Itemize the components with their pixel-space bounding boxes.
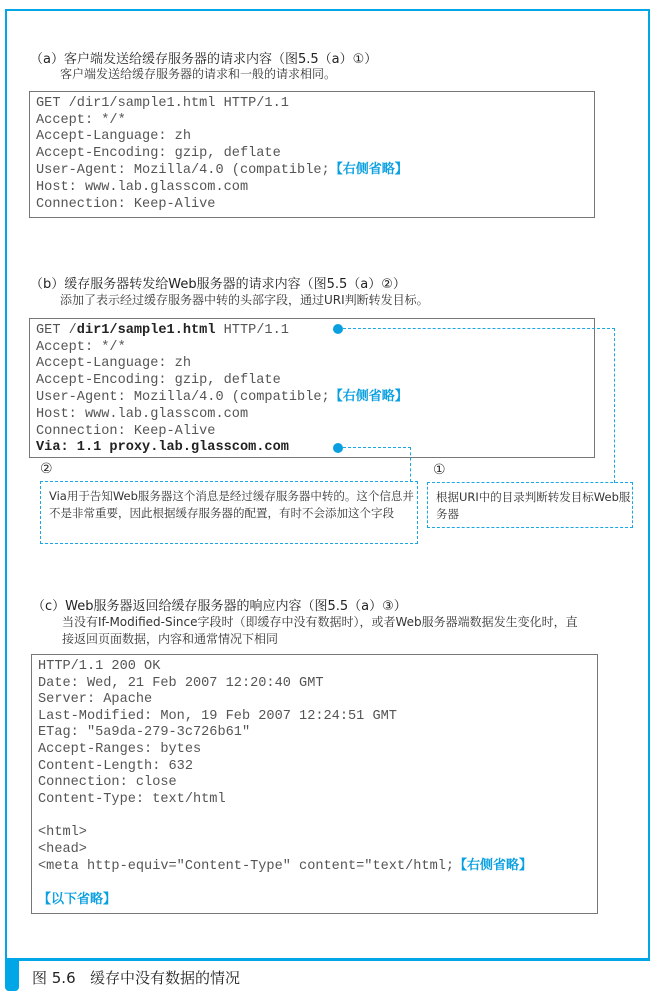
code-line: Host: www.lab.glasscom.com [36, 179, 249, 195]
code-line: Connection: Keep-Alive [36, 196, 216, 212]
code-line [38, 892, 597, 910]
code-line: GET /dir1/sample1.html HTTP/1.1 [36, 96, 289, 111]
via-text: Via: 1.1 proxy.lab.glasscom.com [36, 440, 289, 456]
code-line: Accept-Language: zh [36, 129, 191, 145]
caption-tab [5, 960, 19, 991]
code-line: Date: Wed, 21 Feb 2007 12:20:40 GMT [38, 675, 324, 691]
code-line: Content-Length: 632 [38, 758, 193, 774]
code-line: <head> [38, 841, 87, 857]
uri-path: dir1/sample1.html [76, 323, 216, 338]
code-line: <html> [38, 824, 87, 840]
code-line: Host: www.lab.glasscom.com [36, 406, 249, 422]
section-b-title: （b）缓存服务器转发给Web服务器的请求内容（图5.5（a）②） [30, 277, 406, 292]
code-line: ETag: "5a9da-279-3c726b61" [38, 725, 251, 741]
figure-caption [32, 967, 240, 988]
code-line: Accept: */* [36, 339, 126, 355]
connector-line-2 [343, 447, 411, 482]
code-line: Accept-Encoding: gzip, deflate [36, 145, 281, 161]
callout-text: Via用于告知Web服务器这个消息是经过缓存服务器中转的。这个信息并不是非常重要，因此根据缓存服务器的配置，有时不会添加这个字段 [49, 489, 414, 520]
code-text: <meta http-equiv="Content-Type" content="text/html; [38, 859, 455, 875]
code-line [38, 858, 597, 876]
code-line: Accept-Language: zh [36, 356, 191, 372]
code-line [38, 808, 597, 825]
omit-marker: 【右侧省略】 [329, 162, 408, 178]
code-line: Content-Type: text/html [38, 791, 226, 807]
section-a-subtitle: 客户端发送给缓存服务器的请求和一般的请求相同。 [60, 67, 337, 81]
request-box-a [29, 91, 595, 218]
callout-number-2: ② [40, 461, 53, 477]
response-box-c [31, 654, 598, 914]
callout-dot-2 [333, 443, 343, 453]
code-text: User-Agent: Mozilla/4.0 (compatible; [36, 163, 330, 179]
omit-marker: 【右侧省略】 [329, 389, 408, 405]
callout-note-1 [427, 482, 633, 528]
code-line: Accept-Ranges: bytes [38, 741, 202, 757]
callout-text: 根据URI中的目录判断转发目标Web服务器 [436, 490, 631, 521]
section-b-subtitle: 添加了表示经过缓存服务器中转的头部字段，通过URI判断转发目标。 [60, 293, 429, 307]
code-line [36, 162, 594, 180]
callout-note-2 [40, 481, 418, 544]
caption-text: 缓存中没有数据的情况 [89, 969, 240, 987]
omit-marker: 【右侧省略】 [454, 858, 533, 874]
code-line: Accept-Encoding: gzip, deflate [36, 372, 281, 388]
section-c-subtitle: 当没有If-Modified-Since字段时（即缓存中没有数据时），或者Web服务器端数据发生变化时，直接返回页面数据，内容和通常情况下相同 [62, 615, 578, 646]
code-text: User-Agent: Mozilla/4.0 (compatible; [36, 390, 330, 406]
code-line: Connection: close [38, 775, 177, 791]
caption-number: 图 5.6 [32, 969, 76, 987]
code-text: HTTP/1.1 [215, 323, 289, 338]
section-a-title: （a）客户端发送给缓存服务器的请求内容（图5.5（a）①） [30, 52, 378, 67]
code-line: Connection: Keep-Alive [36, 423, 216, 439]
section-c-title: （c）Web服务器返回给缓存服务器的响应内容（图5.5（a）③） [32, 599, 407, 614]
code-line: Server: Apache [38, 692, 153, 708]
code-line: HTTP/1.1 200 OK [38, 659, 161, 674]
code-line: Last-Modified: Mon, 19 Feb 2007 12:24:51 GMT [38, 708, 397, 724]
callout-number-1: ① [433, 462, 446, 478]
code-line [38, 876, 597, 893]
code-line: Accept: */* [36, 112, 126, 128]
callout-dot-1 [333, 324, 343, 334]
code-text: GET / [36, 323, 77, 338]
omit-rest-marker: 【以下省略】 [38, 892, 117, 908]
